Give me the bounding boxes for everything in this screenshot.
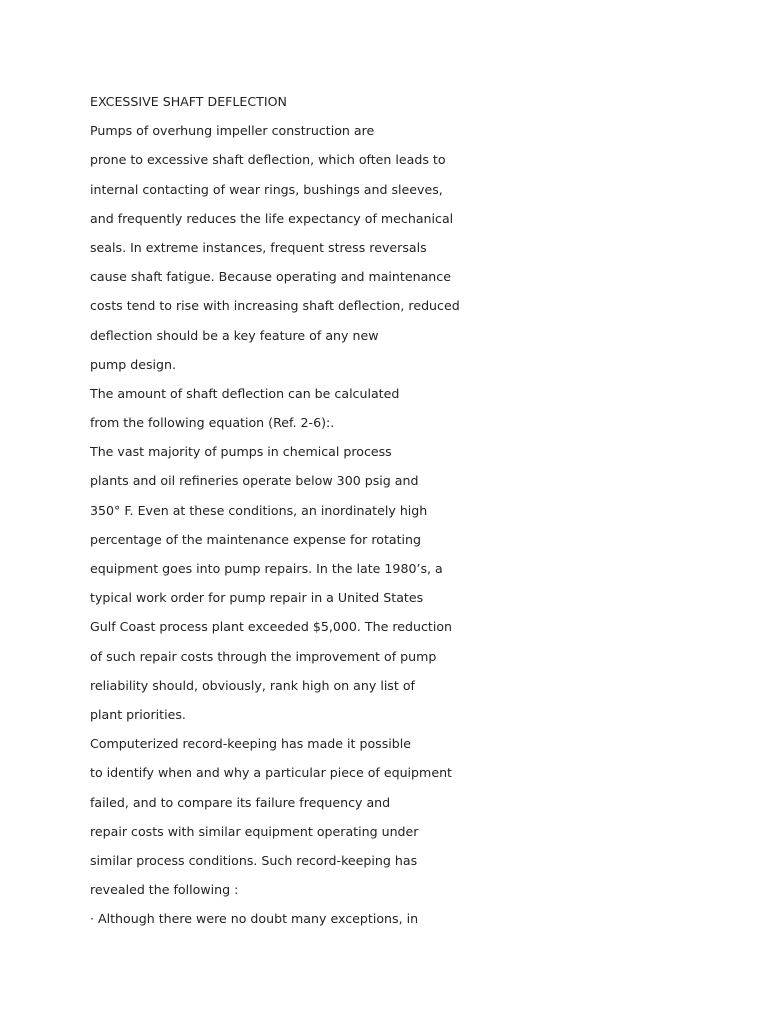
text-line: revealed the following : bbox=[90, 882, 239, 898]
text-line: repair costs with similar equipment operating under bbox=[90, 823, 419, 839]
text-line: from the following equation (Ref. 2-6):. bbox=[90, 415, 335, 431]
text-line: 350° F. Even at these conditions, an inordinately high bbox=[90, 502, 428, 518]
text-line: internal contacting of wear rings, bushings and sleeves, bbox=[90, 181, 443, 197]
text-line: reliability should, obviously, rank high on any list of bbox=[90, 677, 415, 693]
text-line: similar process conditions. Such record-keeping has bbox=[90, 852, 418, 868]
text-line: and frequently reduces the life expectancy of mechanical bbox=[90, 210, 454, 226]
text-line: seals. In extreme instances, frequent stress reversals bbox=[90, 239, 427, 255]
text-line: typical work order for pump repair in a United States bbox=[90, 590, 424, 606]
text-line: cause shaft fatigue. Because operating and maintenance bbox=[90, 269, 451, 285]
bullet-line: · Although there were no doubt many exceptions, in bbox=[90, 911, 419, 927]
text-line: prone to excessive shaft deflection, which often leads to bbox=[90, 152, 446, 168]
text-line: The vast majority of pumps in chemical process bbox=[90, 444, 392, 460]
text-line: The amount of shaft deflection can be calculated bbox=[90, 385, 400, 401]
text-line: Pumps of overhung impeller construction are bbox=[90, 123, 375, 139]
text-line: deflection should be a key feature of any new bbox=[90, 327, 379, 343]
text-line: to identify when and why a particular piece of equipment bbox=[90, 765, 452, 781]
text-line: pump design. bbox=[90, 356, 177, 372]
text-line: plant priorities. bbox=[90, 706, 186, 722]
text-line: percentage of the maintenance expense for rotating bbox=[90, 531, 422, 547]
text-line: of such repair costs through the improvement of pump bbox=[90, 648, 437, 664]
section-heading: EXCESSIVE SHAFT DEFLECTION bbox=[90, 94, 287, 109]
text-line: failed, and to compare its failure frequency and bbox=[90, 794, 391, 810]
text-line: costs tend to rise with increasing shaft deflection, reduced bbox=[90, 298, 460, 314]
text-line: plants and oil refineries operate below 300 psig and bbox=[90, 473, 419, 489]
text-line: equipment goes into pump repairs. In the late 1980’s, a bbox=[90, 561, 443, 576]
text-line: Gulf Coast process plant exceeded $5,000. The reduction bbox=[90, 619, 453, 635]
text-line: Computerized record-keeping has made it possible bbox=[90, 736, 412, 752]
document-text bbox=[90, 87, 690, 933]
